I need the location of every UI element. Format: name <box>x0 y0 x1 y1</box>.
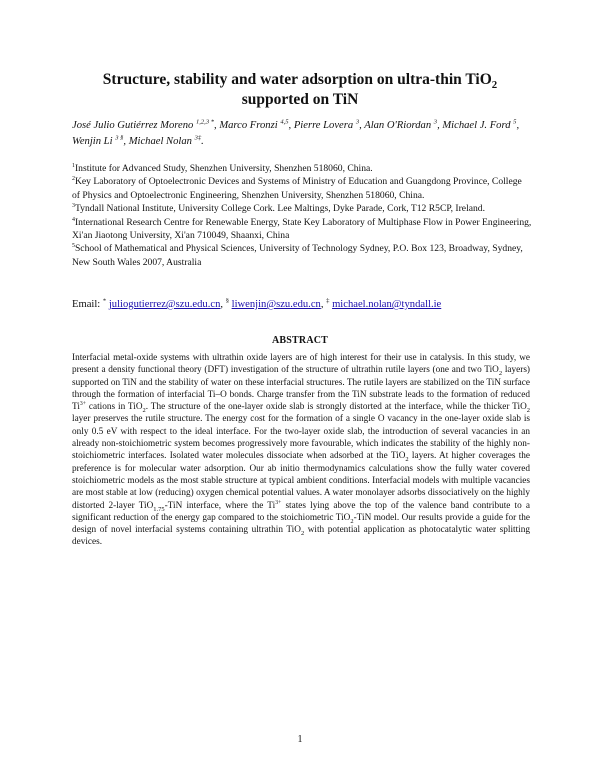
affiliation-item: $^3$Tyndall National Institute, University College Cork. Lee Maltings, Dyke Parade, Cork, T12 R5CP, Ireland. <box>72 203 485 215</box>
email-link-1[interactable]: juliogutierrez@szu.edu.cn <box>108 299 221 310</box>
paper-title: Structure, stability and water adsorption on ultra-thin TiO$_2$ supported on TiN <box>102 71 498 108</box>
contact-emails: Email: * juliogutierrez@szu.edu.cn, § liwenjin@szu.edu.cn, ‡ michael.nolan@tyndall.ie <box>72 297 442 310</box>
author: Alan O'Riordan $^3$, <box>364 118 443 131</box>
affiliation-item: $^2$Key Laboratory of Optoelectronic Devices and Systems of Ministry of Education and Guangdong Province, College of Physics and Optoelectronic Engineering, Shenzhen University, Shenzhen 518060, China. <box>72 176 522 201</box>
email-label: Email: <box>72 299 101 310</box>
author: Pierre Lovera $^3$, <box>293 118 365 131</box>
abstract-heading: ABSTRACT <box>271 335 329 346</box>
page-number: 1 <box>297 734 303 745</box>
author: Wenjin Li $^{3 \S}$, <box>72 134 129 147</box>
affiliation-item: $^4$International Research Centre for Renewable Energy, State Key Laboratory of Multiphase Flow in Power Engineering, Xi'an Jiaotong University, Xi'an 710049, Shaanxi, China <box>72 216 532 242</box>
author: José Julio Gutiérrez Moreno $^{1,2,3 *}$, <box>72 118 220 131</box>
affiliation-item: $^1$Institute for Advanced Study, Shenzhen University, Shenzhen 518060, China. <box>72 162 373 174</box>
author-list <box>72 118 532 150</box>
affiliation-item: $^5$School of Mathematical and Physical Sciences, University of Technology Sydney, P.O. Box 123, Broadway, Sydney, New South Wales 2007, Australia <box>72 243 523 268</box>
abstract-body: Interfacial metal-oxide systems with ultrathin oxide layers are of high interest for their use in catalysis. In this study, we present a density functional theory (DFT) investigation of the structure of ultrathin rutile layers (one and two TiO$_2$ layers) supported on TiN and the stability of water on these interfacial structures. The rutile layers are stabilized on the TiN surface through the formation of interfacial Ti–O bonds. Charge transfer from the TiN substrate leads to the formation of reduced $Ti^{3+}$ cations in TiO$_2$. The structure of the one-layer oxide slab is strongly distorted at the interface, while the thicker TiO$_2$ layer preserves the rutile structure. The energy cost for the formation of a single O vacancy in the one-layer oxide slab is only 0.5 eV with respect to the ideal interface. For the two-layer oxide slab, the introduction of several vacancies in an already non-stoichiometric system becomes progressively more favourable, which indicates the stability of the highly non-stoichiometric interfaces. Isolated water molecules dissociate when adsorbed at the TiO$_2$ layers. At higher coverages the preference is for molecular water adsorption. Our ab initio thermodynamics calculations show the fully water covered stoichiometric models as the most stable structure at typical ambient conditions. Interfacial models with multiple vacancies are most stable at low (reducing) oxygen chemical potential values. A water monolayer adsorbs dissociatively on the highly distorted 2-layer TiO$_{1.75}$-TiN interface, where the $Ti^{3+}$ states lying above the top of the valence band contribute to a significant reduction of the energy gap compared to the stoichiometric TiO$_2$-TiN model. Our results provide a guide for the design of novel interfacial systems containing ultrathin TiO$_2$ with potential application as photocatalytic water splitting devices. <box>72 353 531 548</box>
author: Michael Nolan $^{3\ddagger}$. <box>128 134 204 147</box>
email-link-2[interactable]: liwenjin@szu.edu.cn <box>231 299 321 310</box>
author: Marco Fronzi $^{4,5}$, <box>219 118 294 131</box>
author: Michael J. Ford $^5$, <box>442 118 520 131</box>
email-link-3[interactable]: michael.nolan@tyndall.ie <box>332 299 442 310</box>
affiliations <box>72 162 532 269</box>
